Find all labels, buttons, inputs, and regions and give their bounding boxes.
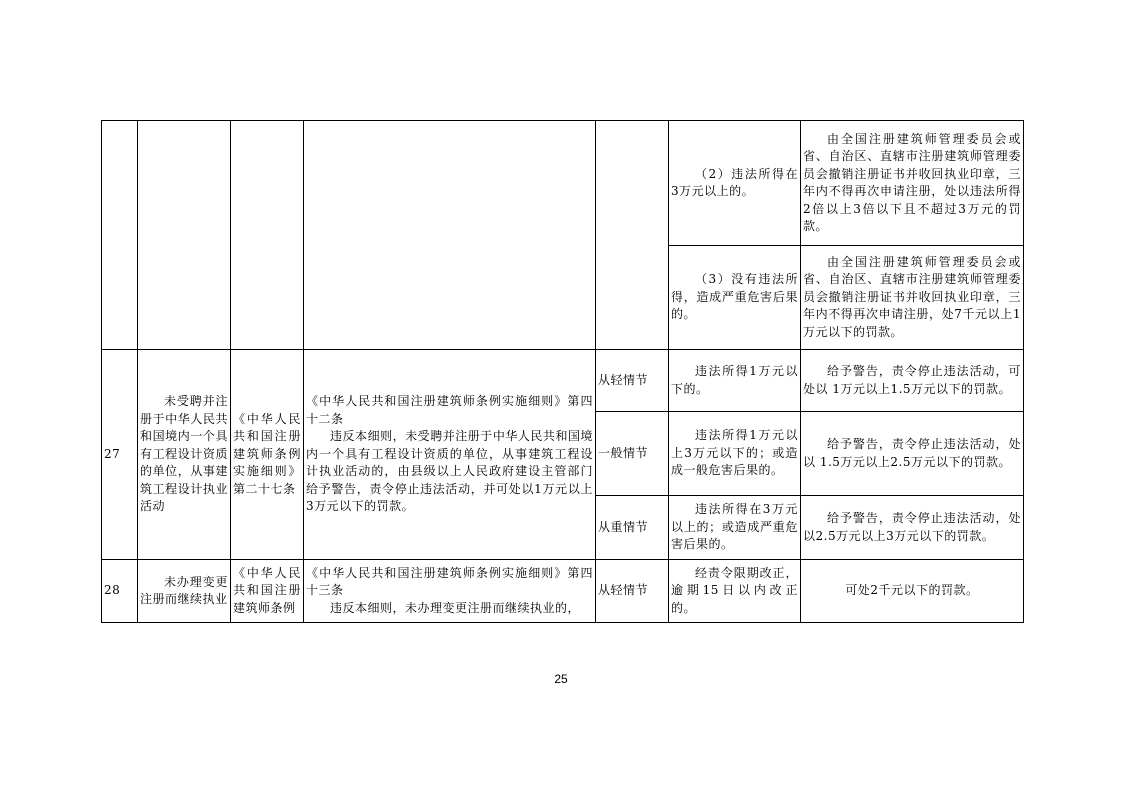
basis-text: 《中华人民共和国注册建筑师条例实施细则》第二十七条 bbox=[233, 411, 301, 496]
basis-text: 《中华人民共和国注册建筑师条例 bbox=[233, 565, 301, 615]
page-number: 25 bbox=[554, 672, 568, 686]
cell-penalty: 由全国注册建筑师管理委员会或省、自治区、直辖市注册建筑师管理委员会撤销注册证书并收回执业印章，三年内不得再次申请注册，处7千元以上1万元以下的罚款。 bbox=[801, 246, 1024, 350]
cell-clause bbox=[304, 560, 596, 623]
cell-degree: 从轻情节 bbox=[596, 560, 669, 623]
cell-situation: （2）违法所得在3万元以上的。 bbox=[669, 121, 801, 246]
cell-situation: 违法所得在3万元以上的；或造成严重危害后果的。 bbox=[669, 496, 801, 560]
cell-clause-blank bbox=[304, 121, 596, 350]
cell-number-blank bbox=[102, 121, 138, 350]
cell-situation: 经责令限期改正，逾期15日以内改正的。 bbox=[669, 560, 801, 623]
cell-penalty: 给予警告，责令停止违法活动，处以2.5万元以上3万元以下的罚款。 bbox=[801, 496, 1024, 560]
cell-behavior-blank bbox=[138, 121, 231, 350]
cell-situation: （3）没有违法所得，造成严重危害后果的。 bbox=[669, 246, 801, 350]
cell-clause bbox=[304, 350, 596, 560]
penalty-standard-table bbox=[101, 120, 1024, 623]
cell-behavior: 未受聘并注册于中华人民共和国境内一个具有工程设计资质的单位，从事建筑工程设计执业活动 bbox=[138, 350, 231, 560]
cell-penalty: 给予警告，责令停止违法活动，处以 1.5万元以上2.5万元以下的罚款。 bbox=[801, 412, 1024, 496]
cell-degree: 一般情节 bbox=[596, 412, 669, 496]
cell-degree: 从轻情节 bbox=[596, 350, 669, 412]
table-row bbox=[102, 350, 1024, 412]
cell-penalty: 给予警告，责令停止违法活动，可处以 1万元以上1.5万元以下的罚款。 bbox=[801, 350, 1024, 412]
clause-title: 《中华人民共和国注册建筑师条例实施细则》第四十二条 bbox=[306, 394, 593, 426]
cell-number: 27 bbox=[102, 350, 138, 560]
cell-degree-blank bbox=[596, 121, 669, 350]
cell-situation: 违法所得1万元以下的。 bbox=[669, 350, 801, 412]
table-row bbox=[102, 560, 1024, 623]
cell-behavior: 未办理变更注册而继续执业 bbox=[138, 560, 231, 623]
cell-situation: 违法所得1万元以上3万元以下的；或造成一般危害后果的。 bbox=[669, 412, 801, 496]
cell-basis-blank bbox=[231, 121, 304, 350]
clause-title: 《中华人民共和国注册建筑师条例实施细则》第四十三条 bbox=[306, 565, 593, 598]
cell-basis bbox=[231, 560, 304, 623]
cell-number: 28 bbox=[102, 560, 138, 623]
cell-basis bbox=[231, 350, 304, 560]
cell-penalty: 可处2千元以下的罚款。 bbox=[801, 560, 1024, 623]
clause-text: 违反本细则，未办理变更注册而继续执业的， bbox=[330, 600, 581, 615]
cell-degree: 从重情节 bbox=[596, 496, 669, 560]
cell-penalty: 由全国注册建筑师管理委员会或省、自治区、直辖市注册建筑师管理委员会撤销注册证书并收回执业印章，三年内不得再次申请注册，处以违法所得2倍以上3倍以下且不超过3万元的罚款。 bbox=[801, 121, 1024, 246]
clause-text: 违反本细则，未受聘并注册于中华人民共和国境内一个具有工程设计资质的单位，从事建筑工程设计执业活动的，由县级以上人民政府建设主管部门给予警告，责令停止违法活动，并可处以1万元以上3万元以下的罚款。 bbox=[306, 429, 593, 514]
table-row bbox=[102, 121, 1024, 246]
